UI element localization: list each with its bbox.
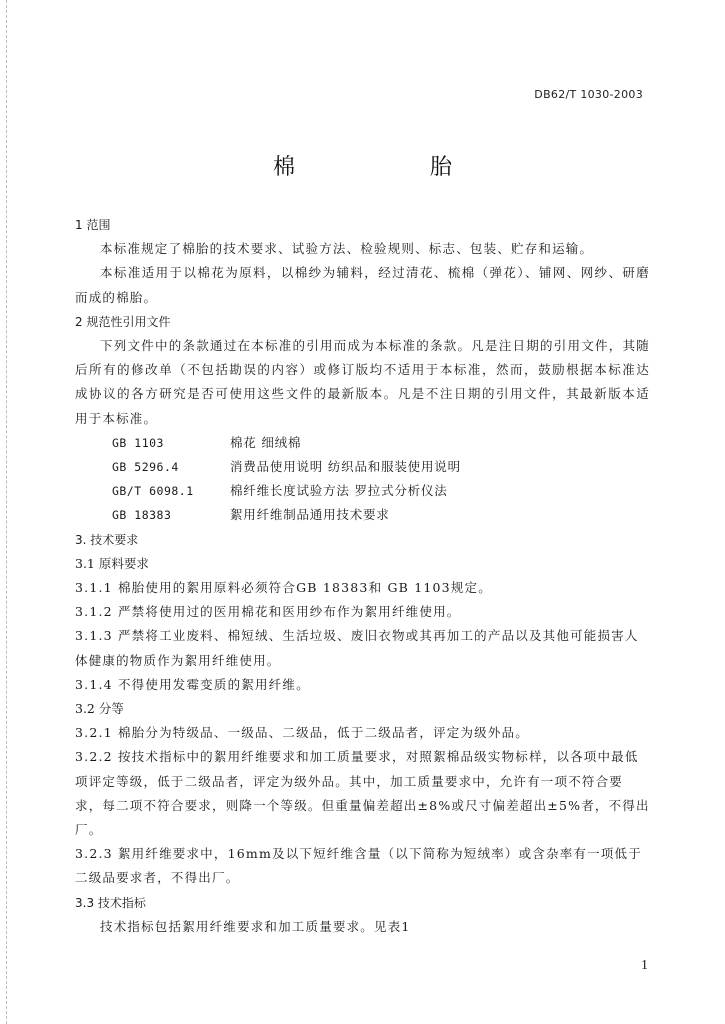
reference-item: [75, 479, 650, 503]
paragraph: 下列文件中的条款通过在本标准的引用而成为本标准的条款。凡是注日期的引用文件，其随后所有的修改单（不包括勘误的内容）或修订版均不适用于本标准，然而，鼓励根据本标准达成协议的各方研究是否可使用这些文件的最新版本。凡是不注日期的引用文件，其最新版本适用于本标准。: [75, 338, 650, 426]
document-code: DB62/T 1030-2003: [534, 88, 643, 101]
clause: 3.2.2 按技术指标中的絮用纤维要求和加工质量要求，对照絮棉品级实物标样，以各项中最低项评定等级，低于二级品者，评定为级外品。其中，加工质量要求中，允许有一项不符合要求，每二项不符合要求，则降一个等级。但重量偏差超出±8%或尺寸偏差超出±5%者，不得出厂。: [75, 749, 650, 838]
subsection-heading: 3.1 原料要求: [75, 555, 149, 571]
reference-code: GB 1103: [112, 435, 164, 450]
reference-item: [75, 431, 650, 455]
reference-code: GB 18383: [112, 508, 172, 523]
reference-title: 消费品使用说明 纺织品和服装使用说明: [230, 459, 461, 475]
clause: 3.1.4 不得使用发霉变质的絮用纤维。: [75, 676, 310, 692]
clause: 3.2.3 絮用纤维要求中，16mm及以下短纤维含量（以下简称为短绒率）或含杂率有一项低于二级品要求者，不得出厂。: [75, 846, 642, 886]
reference-list: [75, 431, 650, 528]
section-heading-scope: 1 范围: [75, 218, 111, 232]
document-body: [75, 213, 650, 939]
reference-code: GB/T 6098.1: [112, 484, 194, 499]
clause: 3.1.1 棉胎使用的絮用原料必须符合GB 18383和 GB 1103规定。: [75, 580, 492, 596]
clause: 3.1.3 严禁将工业废料、棉短绒、生活垃圾、废旧衣物或其再加工的产品以及其他可能损害人体健康的物质作为絮用纤维使用。: [75, 628, 639, 668]
reference-item: [75, 503, 650, 527]
clause: 3.2.1 棉胎分为特级品、一级品、二级品，低于二级品者，评定为级外品。: [75, 725, 529, 741]
reference-title: 棉纤维长度试验方法 罗拉式分析仪法: [230, 483, 448, 499]
section-heading-technical-requirements: 3. 技术要求: [75, 532, 139, 547]
subsection-heading: 3.2 分等: [75, 701, 124, 717]
reference-title: 絮用纤维制品通用技术要求: [230, 507, 390, 523]
reference-title: 棉花 细绒棉: [230, 434, 302, 450]
page-number: 1: [641, 958, 648, 973]
paragraph: 本标准规定了棉胎的技术要求、试验方法、检验规则、标志、包装、贮存和运输。: [100, 241, 594, 257]
subsection-heading: 3.3 技术指标: [75, 895, 146, 910]
paragraph: 本标准适用于以棉花为原料，以棉纱为辅料，经过清花、梳棉（弹花）、铺网、网纱、研磨而成的棉胎。: [75, 265, 650, 305]
clause: 3.1.2 严禁将使用过的医用棉花和医用纱布作为絮用纤维使用。: [75, 604, 461, 620]
paragraph: 技术指标包括絮用纤维要求和加工质量要求。见表1: [100, 918, 411, 934]
reference-code: GB 5296.4: [112, 460, 179, 475]
reference-item: [75, 455, 650, 479]
document-title: 棉 胎: [273, 155, 516, 180]
section-heading-normative-references: 2 规范性引用文件: [75, 314, 171, 329]
